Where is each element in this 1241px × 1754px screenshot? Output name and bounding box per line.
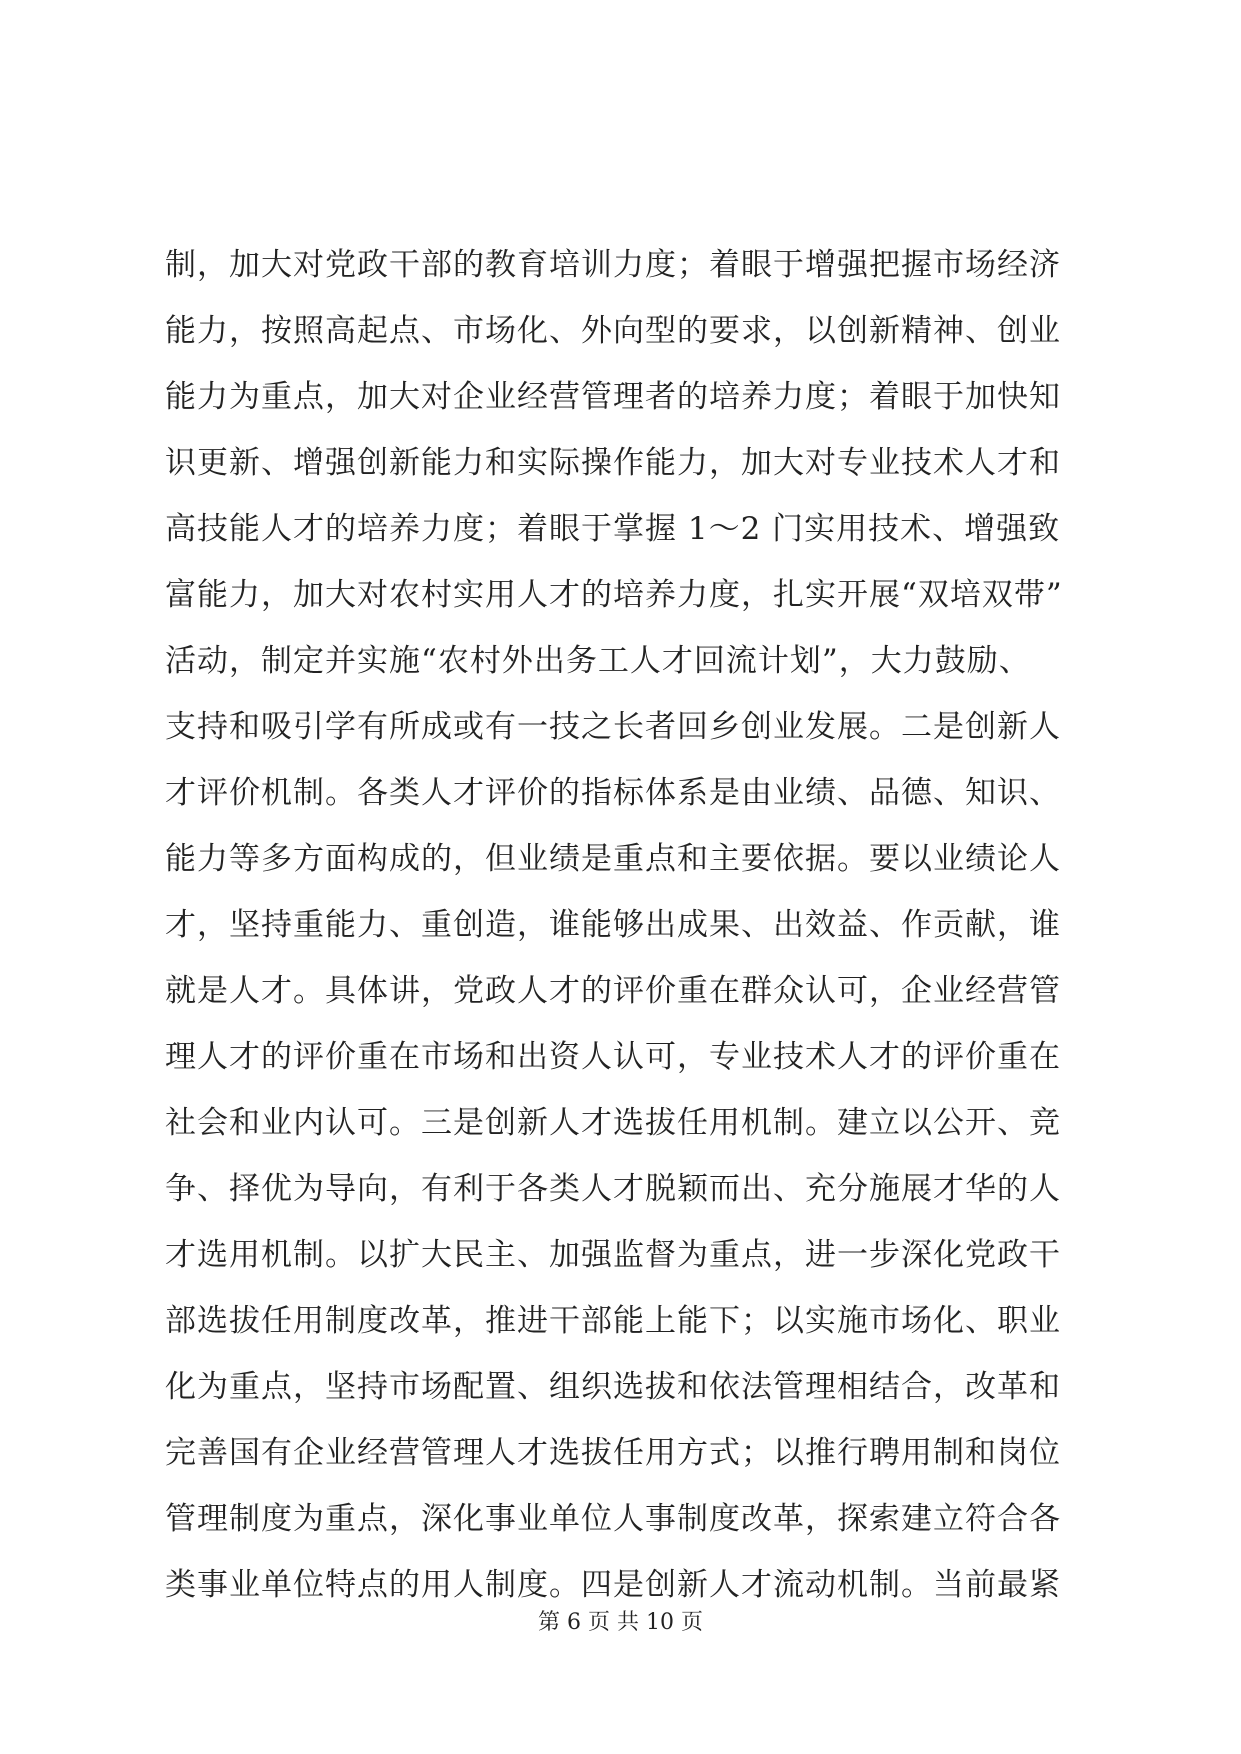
text-line: 管理制度为重点，深化事业单位人事制度改革，探索建立符合各	[165, 1501, 1061, 1537]
text-line: 能力等多方面构成的，但业绩是重点和主要依据。要以业绩论人	[165, 841, 1061, 877]
text-line: 完善国有企业经营管理人才选拔任用方式；以推行聘用制和岗位	[165, 1435, 1061, 1471]
text-line: 才选用机制。以扩大民主、加强监督为重点，进一步深化党政干	[165, 1237, 1061, 1273]
text-line: 就是人才。具体讲，党政人才的评价重在群众认可，企业经营管	[165, 973, 1061, 1009]
text-line: 类事业单位特点的用人制度。四是创新人才流动机制。当前最紧	[165, 1567, 1061, 1603]
text-line: 活动，制定并实施“农村外出务工人才回流计划”，大力鼓励、	[165, 643, 1031, 679]
text-line: 能力，按照高起点、市场化、外向型的要求，以创新精神、创业	[165, 313, 1061, 349]
text-line: 制，加大对党政干部的教育培训力度；着眼于增强把握市场经济	[165, 247, 1061, 283]
text-line: 高技能人才的培养力度；着眼于掌握 1～2 门实用技术、增强致	[165, 511, 1061, 547]
page-number-footer: 第 6 页 共 10 页	[538, 1610, 703, 1635]
text-line: 才，坚持重能力、重创造，谁能够出成果、出效益、作贡献，谁	[165, 907, 1061, 943]
text-line: 理人才的评价重在市场和出资人认可，专业技术人才的评价重在	[165, 1039, 1061, 1075]
text-line: 识更新、增强创新能力和实际操作能力，加大对专业技术人才和	[165, 445, 1061, 481]
text-line: 化为重点，坚持市场配置、组织选拔和依法管理相结合，改革和	[165, 1369, 1061, 1405]
text-line: 富能力，加大对农村实用人才的培养力度，扎实开展“双培双带”	[165, 577, 1063, 613]
text-line: 部选拔任用制度改革，推进干部能上能下；以实施市场化、职业	[165, 1303, 1061, 1339]
text-line: 社会和业内认可。三是创新人才选拔任用机制。建立以公开、竞	[165, 1105, 1061, 1141]
text-line: 能力为重点，加大对企业经营管理者的培养力度；着眼于加快知	[165, 379, 1061, 415]
text-line: 才评价机制。各类人才评价的指标体系是由业绩、品德、知识、	[165, 775, 1061, 811]
text-line: 争、择优为导向，有利于各类人才脱颖而出、充分施展才华的人	[165, 1171, 1061, 1207]
text-line: 支持和吸引学有所成或有一技之长者回乡创业发展。二是创新人	[165, 709, 1061, 745]
body-text	[165, 232, 1125, 1618]
